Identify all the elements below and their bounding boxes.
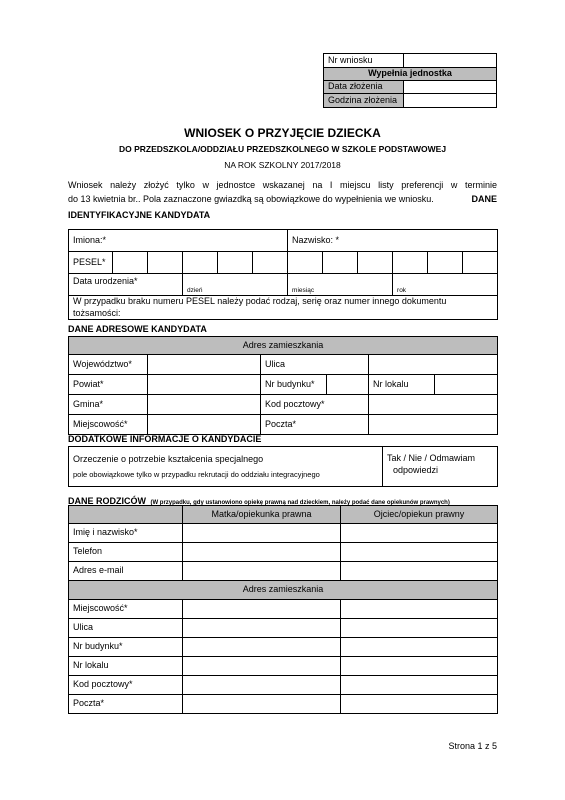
- nazwisko-field[interactable]: [288, 230, 498, 252]
- pesel-digit[interactable]: [183, 252, 218, 274]
- imie-nazwisko-label: Imię i nazwisko*: [69, 524, 183, 543]
- matka-kod-pocztowy-field[interactable]: [183, 676, 341, 695]
- page-number: Strona 1 z 5: [448, 741, 497, 751]
- rodzice-ulica-label: Ulica: [69, 619, 183, 638]
- brak-pesel-field[interactable]: [69, 296, 498, 320]
- rok-field[interactable]: [393, 274, 498, 296]
- pesel-digit[interactable]: [288, 252, 323, 274]
- powiat-label: Powiat*: [69, 375, 148, 395]
- pesel-digit[interactable]: [393, 252, 428, 274]
- section-adresowe: DANE ADRESOWE KANDYDATA: [68, 324, 207, 334]
- telefon-label: Telefon: [69, 543, 183, 562]
- pesel-digit[interactable]: [113, 252, 148, 274]
- nr-wniosku-label: Nr wniosku: [324, 54, 404, 68]
- school-year: NA ROK SZKOLNY 2017/2018: [224, 160, 341, 170]
- identification-table: [68, 229, 498, 320]
- orzeczenie-answer-field[interactable]: [383, 447, 498, 487]
- nr-lokalu-field[interactable]: [435, 375, 498, 395]
- ojciec-ulica-field[interactable]: [341, 619, 498, 638]
- gmina-label: Gmina*: [69, 395, 148, 415]
- pesel-digit[interactable]: [148, 252, 183, 274]
- orzeczenie-cell: [69, 447, 383, 487]
- brak-pesel-text-1: W przypadku braku numeru PESEL należy podać rodzaj, serię oraz numer innego dokumentu: [73, 296, 447, 306]
- nazwisko-label: Nazwisko: *: [292, 234, 340, 245]
- pesel-digit[interactable]: [463, 252, 498, 274]
- rodzice-miejscowosc-label: Miejscowość*: [69, 600, 183, 619]
- odpowiedz-label-1: Tak / Nie / Odmawiam: [387, 453, 476, 463]
- pesel-digit[interactable]: [218, 252, 253, 274]
- ojciec-email-field[interactable]: [341, 562, 498, 581]
- miesiac-label: miesiąc: [292, 287, 315, 295]
- parents-table: [68, 505, 498, 714]
- dzien-label: dzień: [187, 287, 203, 295]
- adres-header: Adres zamieszkania: [69, 337, 498, 355]
- intro-line-2-bold: DANE: [471, 194, 497, 204]
- ojciec-nr-lokalu-field[interactable]: [341, 657, 498, 676]
- orzeczenie-label: Orzeczenie o potrzebie kształcenia specjalnego: [73, 453, 264, 464]
- section-rodzicow-title: DANE RODZICÓW: [68, 496, 146, 506]
- imiona-label: Imiona:*: [73, 234, 107, 245]
- matka-nr-budynku-field[interactable]: [183, 638, 341, 657]
- intro-line-2-text: do 13 kwietnia br.. Pola zaznaczone gwiazdką są obowiązkowe do wypełnienia we wniosku.: [68, 194, 434, 204]
- matka-miejscowosc-field[interactable]: [183, 600, 341, 619]
- additional-info-table: [68, 446, 498, 487]
- miejscowosc-label: Miejscowość*: [69, 415, 148, 435]
- matka-telefon-field[interactable]: [183, 543, 341, 562]
- matka-email-field[interactable]: [183, 562, 341, 581]
- ojciec-nr-budynku-field[interactable]: [341, 638, 498, 657]
- nr-budynku-field[interactable]: [327, 375, 369, 395]
- matka-poczta-field[interactable]: [183, 695, 341, 714]
- rodzice-nr-budynku-label: Nr budynku*: [69, 638, 183, 657]
- pesel-label: PESEL*: [69, 252, 113, 274]
- poczta-field[interactable]: [369, 415, 498, 435]
- kod-pocztowy-label: Kod pocztowy*: [261, 395, 369, 415]
- rodzice-kod-pocztowy-label: Kod pocztowy*: [69, 676, 183, 695]
- rodzice-nr-lokalu-label: Nr lokalu: [69, 657, 183, 676]
- ulica-label: Ulica: [261, 355, 369, 375]
- imiona-field[interactable]: [69, 230, 288, 252]
- pesel-digit[interactable]: [323, 252, 358, 274]
- odpowiedz-label-2: odpowiedzi: [393, 464, 439, 475]
- ulica-field[interactable]: [369, 355, 498, 375]
- pesel-digit[interactable]: [358, 252, 393, 274]
- section-identyfikacyjne: IDENTYFIKACYJNE KANDYDATA: [68, 210, 211, 220]
- data-zlozenia-label: Data złożenia: [324, 81, 404, 94]
- godzina-zlozenia-label: Godzina złożenia: [324, 94, 404, 108]
- miejscowosc-field[interactable]: [148, 415, 261, 435]
- ojciec-header: Ojciec/opiekun prawny: [341, 506, 498, 524]
- office-use-table: [323, 53, 497, 108]
- gmina-field[interactable]: [148, 395, 261, 415]
- rodzice-poczta-label: Poczta*: [69, 695, 183, 714]
- poczta-label: Poczta*: [261, 415, 369, 435]
- ojciec-telefon-field[interactable]: [341, 543, 498, 562]
- section-dodatkowe: DODATKOWE INFORMACJE O KANDYDACIE: [68, 434, 262, 444]
- rodzice-adres-header: Adres zamieszkania: [69, 581, 498, 600]
- ojciec-poczta-field[interactable]: [341, 695, 498, 714]
- data-zlozenia-field[interactable]: [403, 81, 496, 94]
- powiat-field[interactable]: [148, 375, 261, 395]
- kod-pocztowy-field[interactable]: [369, 395, 498, 415]
- dzien-field[interactable]: [183, 274, 288, 296]
- wojewodztwo-field[interactable]: [148, 355, 261, 375]
- section-rodzicow-note: (W przypadku, gdy ustanowiono opiekę prawną nad dzieckiem, należy podać dane opiekunów prawnych): [150, 500, 450, 506]
- office-header: Wypełnia jednostka: [324, 68, 497, 81]
- data-urodzenia-label: Data urodzenia*: [69, 274, 183, 296]
- pole-info-label: pole obowiązkowe tylko w przypadku rekrutacji do oddziału integracyjnego: [73, 470, 320, 480]
- matka-ulica-field[interactable]: [183, 619, 341, 638]
- pesel-digit[interactable]: [428, 252, 463, 274]
- godzina-zlozenia-field[interactable]: [403, 94, 496, 108]
- parents-header-empty: [69, 506, 183, 524]
- ojciec-miejscowosc-field[interactable]: [341, 600, 498, 619]
- rok-label: rok: [397, 287, 407, 295]
- nr-lokalu-label: Nr lokalu: [369, 375, 435, 395]
- matka-nr-lokalu-field[interactable]: [183, 657, 341, 676]
- page-subtitle: DO PRZEDSZKOLA/ODDZIAŁU PRZEDSZKOLNEGO W SZKOLE PODSTAWOWEJ: [118, 144, 447, 154]
- nr-budynku-label: Nr budynku*: [261, 375, 327, 395]
- nr-wniosku-field[interactable]: [403, 54, 496, 68]
- email-label: Adres e-mail: [69, 562, 183, 581]
- intro-line-2: [68, 194, 497, 204]
- pesel-digit[interactable]: [253, 252, 288, 274]
- matka-imie-nazwisko-field[interactable]: [183, 524, 341, 543]
- page-title: WNIOSEK O PRZYJĘCIE DZIECKA: [184, 126, 381, 140]
- wojewodztwo-label: Województwo*: [69, 355, 148, 375]
- matka-header: Matka/opiekunka prawna: [183, 506, 341, 524]
- brak-pesel-text-2: tożsamości:: [73, 307, 121, 318]
- address-table: [68, 336, 498, 435]
- ojciec-kod-pocztowy-field[interactable]: [341, 676, 498, 695]
- ojciec-imie-nazwisko-field[interactable]: [341, 524, 498, 543]
- intro-line-1: Wniosek należy złożyć tylko w jednostce wskazanej na I miejscu listy preferencji w terminie: [68, 180, 497, 190]
- miesiac-field[interactable]: [288, 274, 393, 296]
